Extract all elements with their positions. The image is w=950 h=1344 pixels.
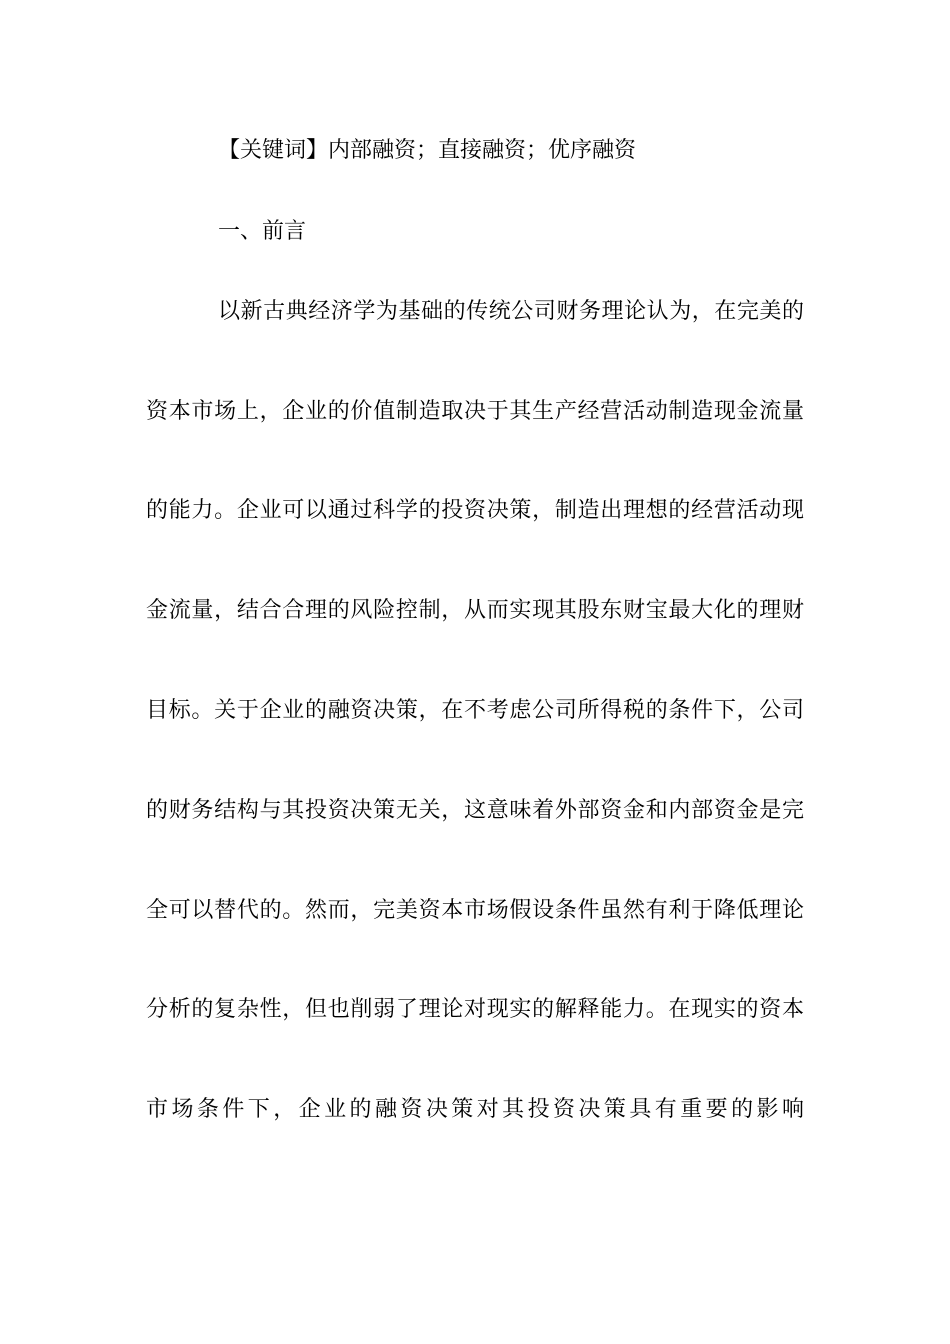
paragraph-line: 的财务结构与其投资决策无关，这意味着外部资金和内部资金是完 bbox=[146, 798, 804, 823]
paragraph-line: 分析的复杂性，但也削弱了理论对现实的解释能力。在现实的资本 bbox=[146, 997, 804, 1022]
paragraph-line: 目标。关于企业的融资决策，在不考虑公司所得税的条件下，公司 bbox=[146, 698, 804, 723]
paragraph-line: 金流量，结合合理的风险控制，从而实现其股东财宝最大化的理财 bbox=[146, 598, 804, 623]
paragraph-line: 全可以替代的。然而，完美资本市场假设条件虽然有利于降低理论 bbox=[146, 898, 804, 923]
section-heading: 一、前言 bbox=[218, 219, 307, 244]
paragraph-line: 以新古典经济学为基础的传统公司财务理论认为，在完美的 bbox=[218, 299, 804, 324]
keywords-line: 【关键词】内部融资；直接融资；优序融资 bbox=[218, 138, 637, 163]
paragraph-line: 市场条件下，企业的融资决策对其投资决策具有重要的影响 bbox=[146, 1097, 804, 1122]
paragraph-line: 的能力。企业可以通过科学的投资决策，制造出理想的经营活动现 bbox=[146, 498, 804, 523]
paragraph-line: 资本市场上，企业的价值制造取决于其生产经营活动制造现金流量 bbox=[146, 399, 804, 424]
